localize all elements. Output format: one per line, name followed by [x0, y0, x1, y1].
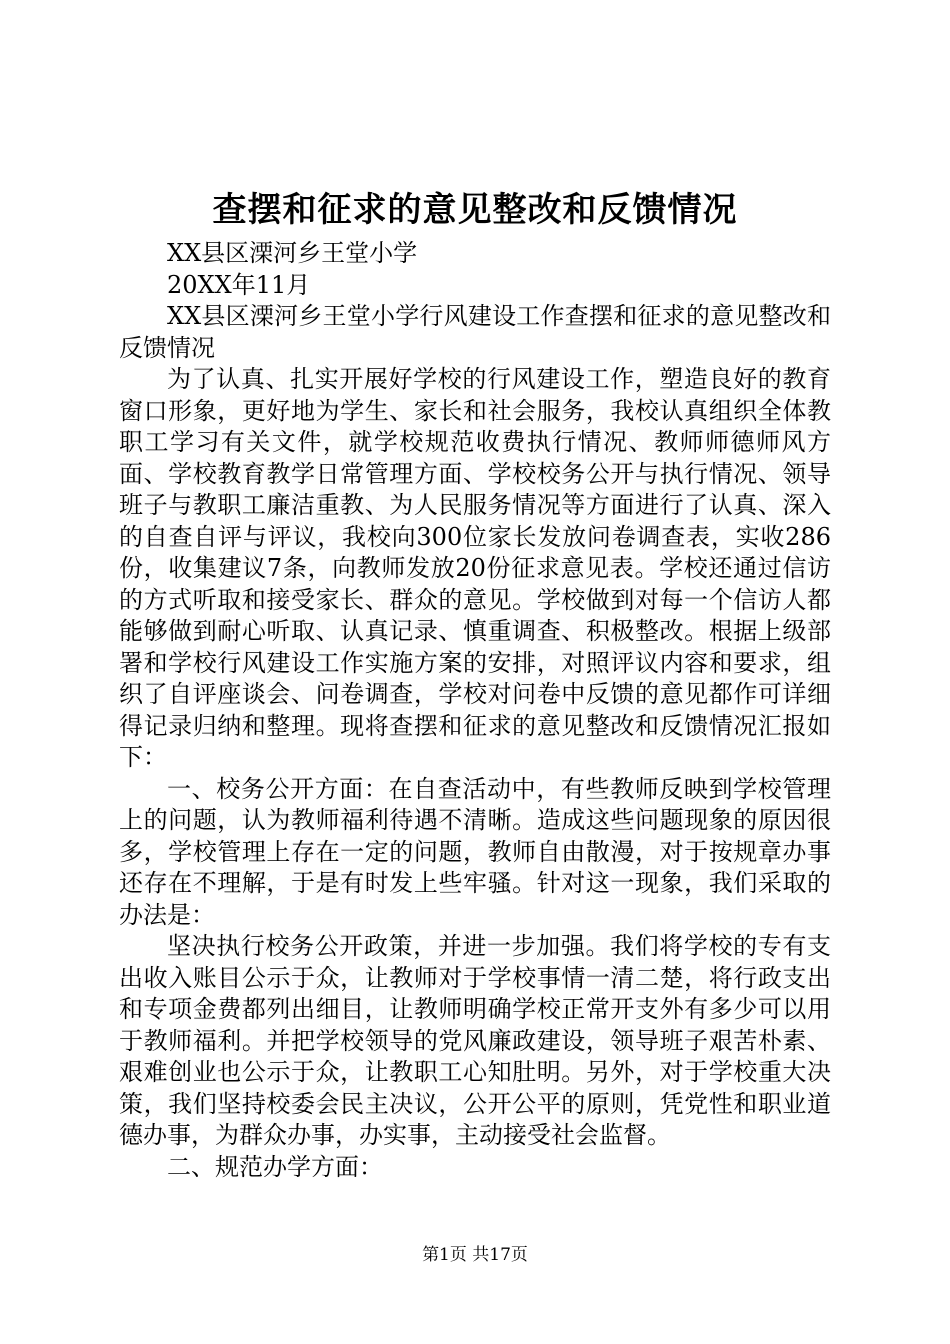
- page-footer: 第1页 共17页: [422, 1245, 528, 1265]
- document-title: 查摆和征求的意见整改和反馈情况: [212, 190, 738, 230]
- body-paragraph: 坚决执行校务公开政策，并进一步加强。我们将学校的专有支出收入账目公示于众，让教师对于学校事情一清二楚，将行政支出和专项金费都列出细目，让教师明确学校正常开支外有多少可以用于教师福利。并把学校领导的党风廉政建设，领导班子艰苦朴素、艰难创业也公示于众，让教职工心知肚明。另外，对于学校重大决策，我们坚持校委会民主决议，公开公平的原则，凭党性和职业道德办事，为群众办事，办实事，主动接受社会监督。: [119, 932, 831, 1149]
- body-paragraph: 为了认真、扎实开展好学校的行风建设工作，塑造良好的教育窗口形象，更好地为学生、家长和社会服务，我校认真组织全体教职工学习有关文件，就学校规范收费执行情况、教师师德师风方面、学校教育教学日常管理方面、学校校务公开与执行情况、领导班子与教职工廉洁重教、为人民服务情况等方面进行了认真、深入的自查自评与评议，我校向300位家长发放问卷调查表，实收286份，收集建议7条，向教师发放20份征求意见表。学校还通过信访的方式听取和接受家长、群众的意见。学校做到对每一个信访人都能够做到耐心听取、认真记录、慎重调查、积极整改。根据上级部署和学校行风建设工作实施方案的安排，对照评议内容和要求，组织了自评座谈会、问卷调查，学校对问卷中反馈的意见都作可详细得记录归纳和整理。现将查摆和征求的意见整改和反馈情况汇报如下：: [119, 365, 831, 771]
- date-line: 20XX年11月: [167, 270, 311, 299]
- body-paragraph: XX县区溧河乡王堂小学行风建设工作查摆和征求的意见整改和反馈情况: [119, 302, 831, 362]
- body-paragraph: 二、规范办学方面：: [167, 1152, 383, 1181]
- author-line: XX县区溧河乡王堂小学: [167, 239, 418, 267]
- body-paragraph: 一、校务公开方面：在自查活动中，有些教师反映到学校管理上的问题，认为教师福利待遇不清晰。造成这些问题现象的原因很多，学校管理上存在一定的问题，教师自由散漫，对于按规章办事还存在不理解，于是有时发上些牢骚。针对这一现象，我们采取的办法是：: [119, 774, 831, 929]
- document-body: [119, 238, 831, 1183]
